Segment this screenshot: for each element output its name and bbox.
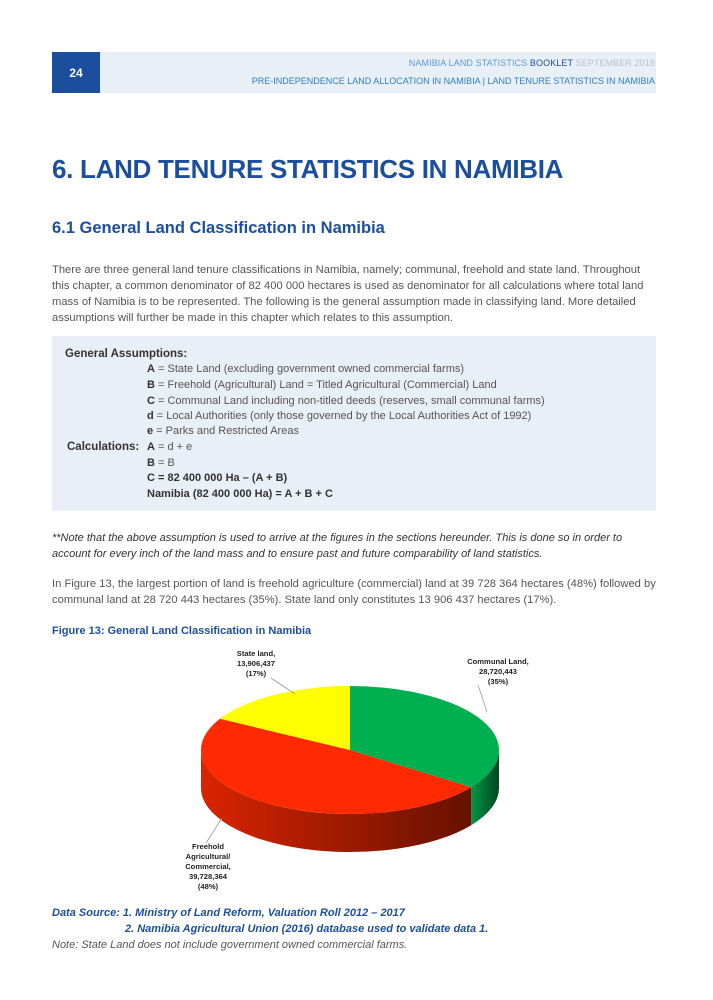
assumption-key: d — [147, 410, 154, 422]
assumption-key: B — [147, 379, 155, 391]
section-title: 6.1 General Land Classification in Namibia — [52, 219, 385, 237]
calculations-label: Calculations: — [67, 441, 140, 453]
assumption-text: = Parks and Restricted Areas — [153, 425, 299, 437]
calculation-text: = d + e — [154, 441, 193, 453]
chapter-title: 6. LAND TENURE STATISTICS IN NAMIBIA — [52, 154, 564, 184]
booklet-date: SEPTEMBER 2018 — [572, 58, 655, 68]
assumption-key: e — [147, 425, 154, 437]
pie-data-label — [228, 649, 284, 679]
pie-data-label-line: Freehold — [191, 842, 225, 851]
pie-data-label — [458, 657, 538, 687]
pie-data-label-line: 13,906,437 — [236, 659, 275, 668]
assumption-text: = State Land (excluding government owned commercial farms) — [154, 363, 465, 375]
booklet-title — [409, 58, 655, 68]
pie-data-label-line: (48%) — [197, 882, 219, 891]
data-source-note: Note: State Land does not include government owned commercial farms. — [52, 939, 408, 951]
header-subtitle: PRE-INDEPENDENCE LAND ALLOCATION IN NAMIBIA | LAND TENURE STATISTICS IN NAMIBIA — [251, 76, 655, 86]
calculation-text: = B — [154, 457, 175, 469]
assumption-row — [147, 379, 497, 391]
calculation-row: C = 82 400 000 Ha – (A + B) — [147, 472, 288, 484]
assumption-key: C — [147, 395, 155, 407]
assumption-text: = Communal Land including non-titled deeds (reserves, small communal farms) — [154, 395, 545, 407]
calculation-row — [147, 441, 192, 453]
pie-data-label-line: 39,728,364 — [188, 872, 227, 881]
assumption-note: **Note that the above assumption is used to arrive at the figures in the sections hereunder. This is done so in order to account for every inch of the land mass and to ensure past and future comparability of land statistics. — [52, 532, 623, 560]
pie-data-label-line: (17%) — [245, 669, 267, 678]
pie-data-label-line: Agricultural/ — [185, 852, 231, 861]
figure-caption: Figure 13: General Land Classification in Namibia — [52, 625, 312, 637]
page-number: 24 — [52, 52, 100, 93]
pie-data-label-line: (35%) — [487, 677, 509, 686]
pie-data-label-line: 28,720,443 — [478, 667, 517, 676]
pie-leader-line — [478, 685, 487, 712]
booklet-title-part2: BOOKLET — [529, 58, 573, 68]
assumption-text: = Freehold (Agricultural) Land = Titled Agricultural (Commercial) Land — [154, 379, 497, 391]
pie-data-label-line: Commercial, — [185, 862, 231, 871]
calculation-row: Namibia (82 400 000 Ha) = A + B + C — [147, 488, 333, 500]
assumption-row — [147, 410, 531, 422]
assumption-row — [147, 425, 299, 437]
pie-data-label-line: Communal Land, — [467, 657, 529, 666]
pie-leader-line — [271, 678, 295, 694]
assumption-row — [147, 363, 464, 375]
assumption-text: = Local Authorities (only those governed by the Local Authorities Act of 1992) — [153, 410, 532, 422]
pie-data-label-line: State land, — [236, 649, 276, 658]
data-source-line-1: Data Source: 1. Ministry of Land Reform, Valuation Roll 2012 – 2017 — [52, 907, 405, 919]
assumptions-title: General Assumptions: — [65, 348, 188, 360]
booklet-title-part1: NAMIBIA LAND STATISTICS — [408, 58, 530, 68]
figure-summary-paragraph: In Figure 13, the largest portion of land is freehold agriculture (commercial) land at 39 728 364 hectares (48%) followed by communal land at 28 720 443 hectares (35%). State land only constitutes 13 906 437 hectares (17%). — [52, 578, 656, 606]
intro-paragraph: There are three general land tenure classifications in Namibia, namely; communal, freehold and state land. Throughout this chapter, a common denominator of 82 400 000 hectares is used as denominator for all calculations where total land mass of Namibia is to be represented. The following is the general assumption made in classifying land. More detailed assumptions will further be made in this chapter which relates to this assumption. — [52, 264, 644, 324]
assumption-row — [147, 395, 545, 407]
pie-leader-line — [206, 818, 222, 843]
assumption-key: A — [147, 363, 155, 375]
calculation-key: A — [147, 441, 155, 453]
pie-data-label — [176, 842, 240, 892]
calculation-key: B — [147, 457, 155, 469]
data-source-line-2: 2. Namibia Agricultural Union (2016) database used to validate data 1. — [125, 923, 489, 935]
calculation-row — [147, 457, 175, 469]
